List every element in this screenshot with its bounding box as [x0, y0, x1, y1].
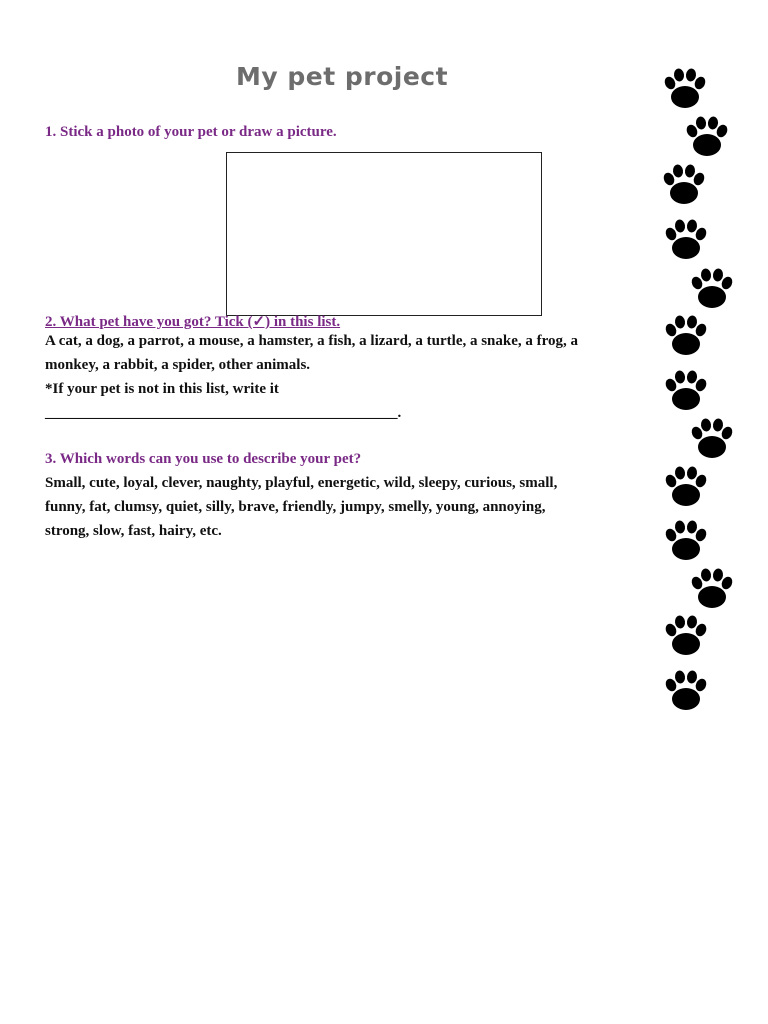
words-line-1: Small, cute, loyal, clever, naughty, playful, energetic, wild, sleepy, curious, small, — [45, 475, 558, 491]
paw-print-icon — [664, 466, 709, 506]
section-3-body — [45, 471, 645, 543]
paw-print-icon — [664, 615, 709, 655]
section-2-heading: 2. What pet have you got? Tick (✓) in this list. — [45, 314, 341, 330]
paw-print-icon — [690, 568, 735, 608]
pet-list-line-1: A cat, a dog, a parrot, a mouse, a hamster, a fish, a lizard, a turtle, a snake, a frog, a — [45, 333, 579, 349]
paw-print-icon — [664, 219, 709, 259]
write-in-blank[interactable]: _______________________________________________. — [45, 405, 402, 421]
paw-print-icon — [664, 520, 709, 560]
paw-print-icon — [690, 418, 735, 458]
words-line-2: funny, fat, clumsy, quiet, silly, brave, friendly, jumpy, smelly, young, annoying, — [45, 499, 546, 515]
section-2-body — [45, 329, 645, 425]
photo-box[interactable] — [226, 152, 542, 316]
paw-print-icon — [664, 370, 709, 410]
words-line-3: strong, slow, fast, hairy, etc. — [45, 523, 222, 539]
page-title: My pet project — [236, 62, 449, 91]
section-3-heading: 3. Which words can you use to describe your pet? — [45, 451, 362, 467]
paw-print-icon — [663, 68, 708, 108]
pet-list-line-2: monkey, a rabbit, a spider, other animals. — [45, 357, 311, 373]
paw-print-icon — [690, 268, 735, 308]
paw-print-icon — [664, 315, 709, 355]
paw-print-icon — [685, 116, 730, 156]
paw-print-icon — [662, 164, 707, 204]
section-1-heading: 1. Stick a photo of your pet or draw a picture. — [45, 124, 337, 140]
paw-print-icon — [664, 670, 709, 710]
pet-note: *If your pet is not in this list, write it — [45, 381, 279, 397]
